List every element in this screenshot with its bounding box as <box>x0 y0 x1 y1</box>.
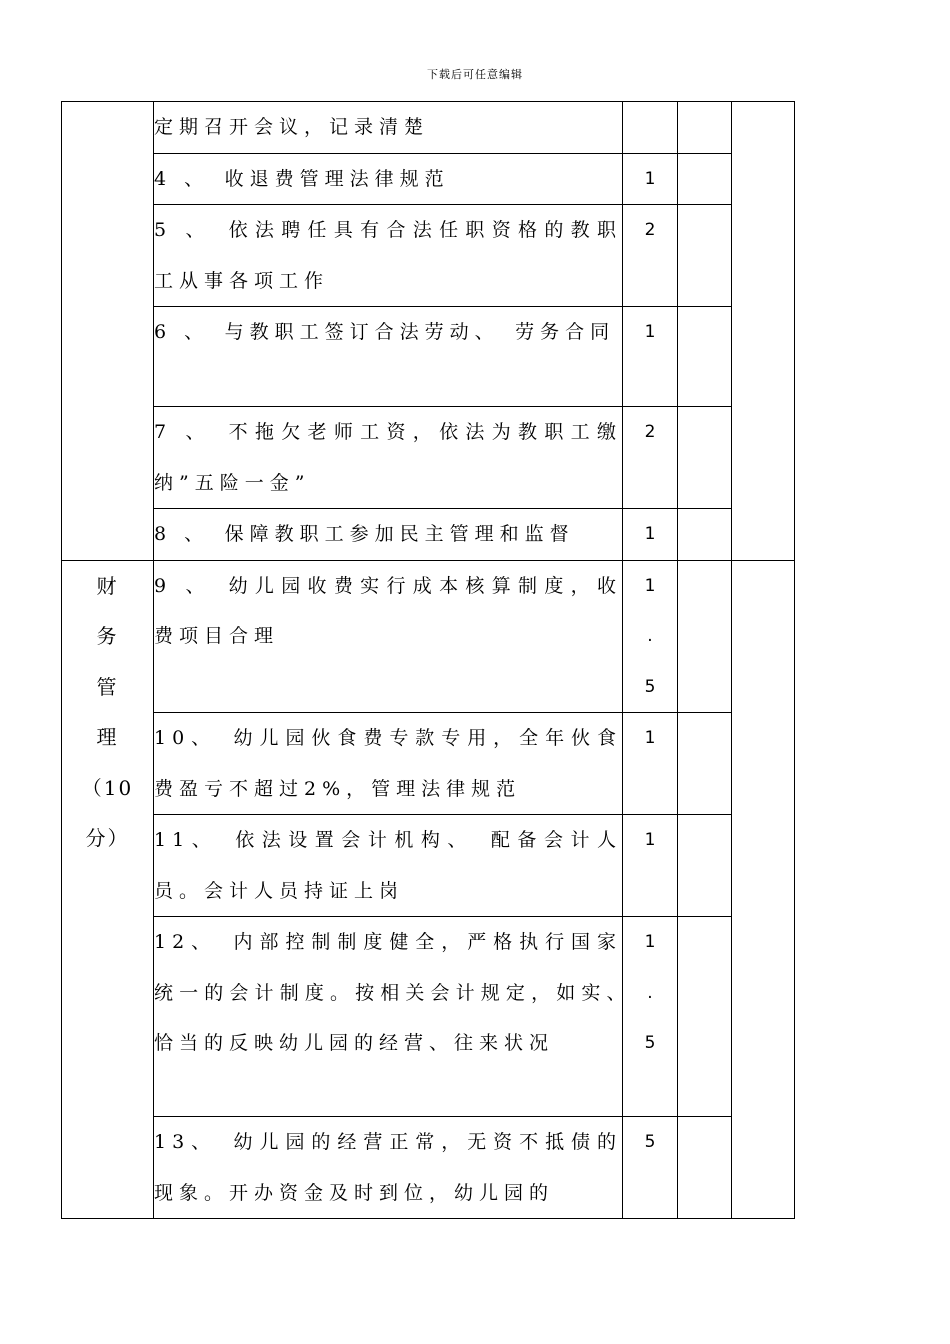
item-content: 7 、 不拖欠老师工资，依法为教职工缴纳”五险一金” <box>154 407 623 509</box>
category-label: 财 务 管 理 （10 分） <box>62 560 154 1219</box>
item-content: 10、 幼儿园伙食费专款专用，全年伙食费盈亏不超过2%，管理法律规范 <box>154 713 623 815</box>
item-score: 1 . 5 <box>623 560 678 713</box>
table-row <box>62 1117 795 1219</box>
item-score: 1 <box>623 307 678 407</box>
blank-cell <box>678 153 732 205</box>
item-score: 1 . 5 <box>623 917 678 1117</box>
blank-cell <box>678 1117 732 1219</box>
item-content: 8 、 保障教职工参加民主管理和监督 <box>154 509 623 561</box>
item-content: 9 、 幼儿园收费实行成本核算制度，收费项目合理 <box>154 560 623 713</box>
table-row <box>62 509 795 561</box>
blank-cell <box>678 102 732 154</box>
table-row <box>62 713 795 815</box>
table-row <box>62 153 795 205</box>
item-score: 2 <box>623 407 678 509</box>
item-content: 4 、 收退费管理法律规范 <box>154 153 623 205</box>
blank-cell <box>678 307 732 407</box>
item-score: 1 <box>623 153 678 205</box>
table-row <box>62 205 795 307</box>
blank-cell <box>678 407 732 509</box>
item-content: 11、 依法设置会计机构、 配备会计人员。会计人员持证上岗 <box>154 815 623 917</box>
table-row <box>62 560 795 713</box>
item-content: 5 、 依法聘任具有合法任职资格的教职工从事各项工作 <box>154 205 623 307</box>
item-score: 1 <box>623 509 678 561</box>
blank-cell <box>678 713 732 815</box>
remarks-cell <box>732 102 795 561</box>
table-row <box>62 102 795 154</box>
item-content: 13、 幼儿园的经营正常，无资不抵债的现象。开办资金及时到位，幼儿园的 <box>154 1117 623 1219</box>
blank-cell <box>678 815 732 917</box>
remarks-cell <box>732 560 795 1219</box>
evaluation-table <box>61 101 795 1219</box>
item-score: 5 <box>623 1117 678 1219</box>
blank-cell <box>678 509 732 561</box>
item-score: 2 <box>623 205 678 307</box>
item-score <box>623 102 678 154</box>
blank-cell <box>678 917 732 1117</box>
page-header: 下载后可任意编辑 <box>427 68 523 81</box>
blank-cell <box>678 205 732 307</box>
blank-cell <box>678 560 732 713</box>
table-row <box>62 917 795 1117</box>
table-row <box>62 307 795 407</box>
item-score: 1 <box>623 713 678 815</box>
table-row <box>62 407 795 509</box>
item-content: 6 、 与教职工签订合法劳动、 劳务合同 <box>154 307 623 407</box>
item-content: 定期召开会议，记录清楚 <box>154 102 623 154</box>
item-score: 1 <box>623 815 678 917</box>
item-content: 12、 内部控制制度健全，严格执行国家统一的会计制度。按相关会计规定，如实、 恰当的反映幼儿园的经营、往来状况 <box>154 917 623 1117</box>
category-cell-empty <box>62 102 154 561</box>
table-row <box>62 815 795 917</box>
